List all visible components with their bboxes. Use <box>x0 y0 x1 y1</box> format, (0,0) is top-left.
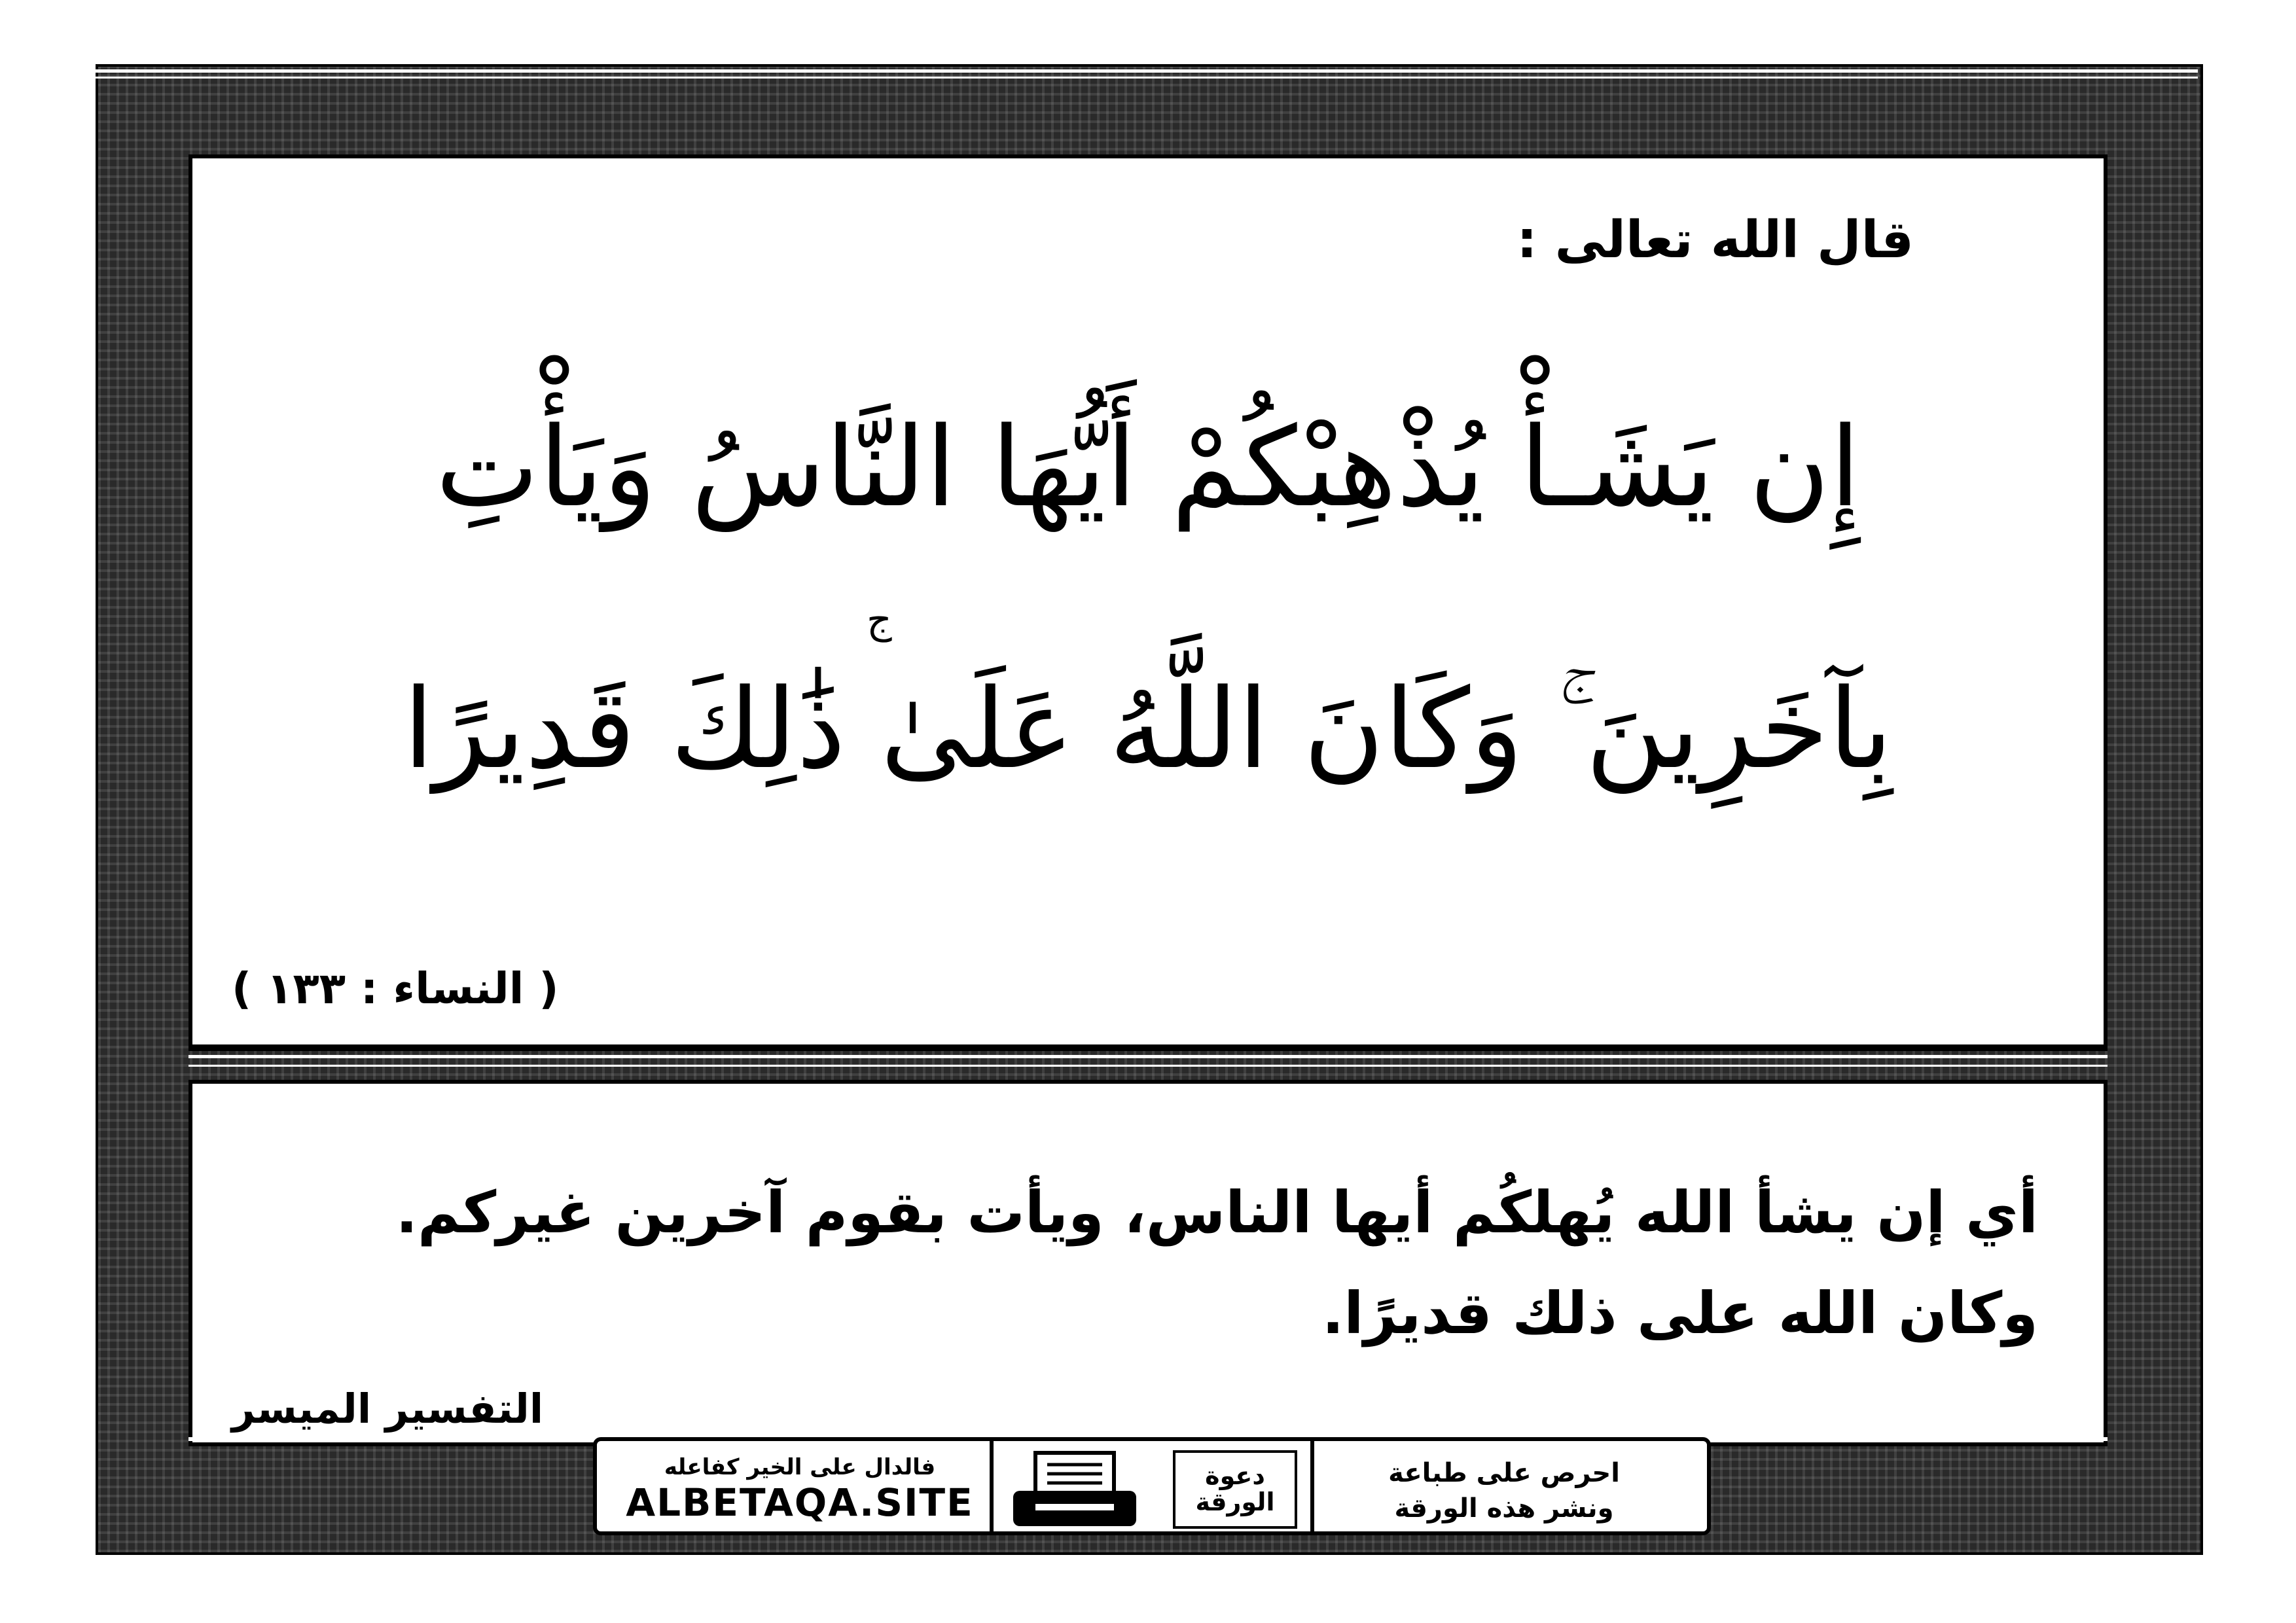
banner-divider <box>1310 1441 1314 1531</box>
banner-right <box>1327 1455 1681 1526</box>
top-rule <box>96 69 2198 79</box>
tafsir-text <box>232 1162 2038 1364</box>
tafsir-line-1: أي إن يشأ الله يُهلكُم أيها الناس، ويأت بقوم آخرين غيركم. <box>395 1179 2038 1246</box>
printer-icon <box>1009 1450 1140 1529</box>
site-url: ALBETAQA.SITE <box>626 1480 974 1525</box>
waqf-mark: ج <box>867 597 892 643</box>
logo <box>1173 1450 1297 1529</box>
verse-reference: ( النساء : ١٣٣ ) <box>232 963 559 1014</box>
verse-line-2: بِآخَرِينَ ۚ وَكَانَ اللَّهُ عَلَىٰ ذَٰلِكَ قَدِيرًا <box>403 665 1893 793</box>
tafsir-source: التفسير الميسر <box>232 1385 544 1433</box>
footer-side-left <box>188 1437 490 1539</box>
logo-top: دعوة <box>1205 1461 1265 1491</box>
verse-intro: قال الله تعالى : <box>1516 211 1914 270</box>
tafsir-panel <box>188 1080 2108 1446</box>
tafsir-line-2: وكان الله على ذلك قديرًا. <box>1321 1279 2038 1347</box>
panel-rule <box>188 1055 2108 1067</box>
banner-left-small: فالدال على الخير كفاعله <box>664 1454 936 1480</box>
banner-right-line-1: احرص على طباعة <box>1388 1458 1620 1488</box>
verse-line-1: إِن يَشَـأْ يُذْهِبْكُمْ أَيُّهَا النَّاسُ وَيَأْتِ <box>435 403 1861 531</box>
banner-divider-left <box>990 1441 994 1531</box>
footer-banner <box>593 1437 1711 1535</box>
logo-bottom: الورقة <box>1195 1488 1275 1516</box>
banner-right-line-2: ونشر هذه الورقة <box>1394 1493 1614 1524</box>
verse-panel <box>188 154 2108 1051</box>
footer-side-right <box>1806 1437 2108 1539</box>
banner-left <box>617 1454 983 1525</box>
